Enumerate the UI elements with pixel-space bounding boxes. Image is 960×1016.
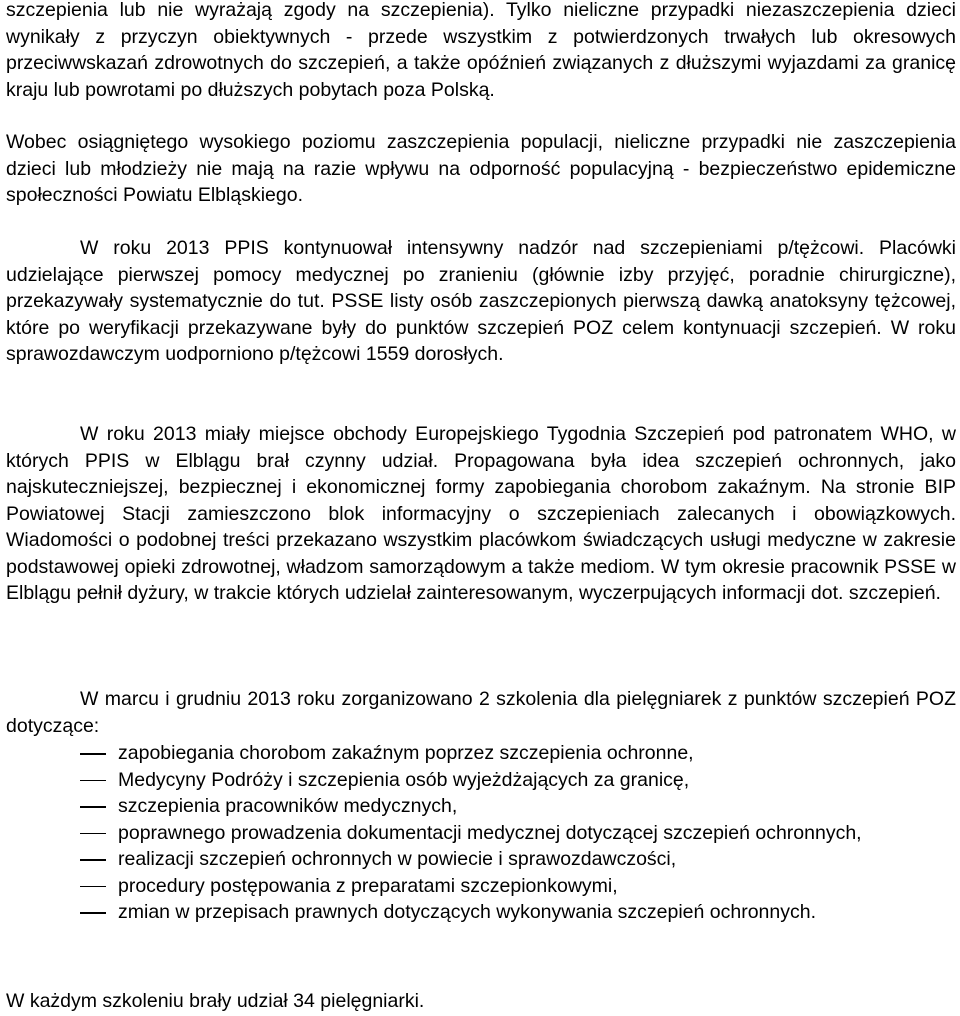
list-item-text: zmian w przepisach prawnych dotyczących wykonywania szczepień ochronnych. (118, 901, 816, 923)
paragraph-population-immunity: Wobec osiągniętego wysokiego poziomu zaszczepienia populacji, nieliczne przypadki nie zaszczepienia dzieci lub młodzieży nie mają na razie wpływu na odporność populacyjną - bezpieczeństwo epidemiczne społeczności Powiatu Elbląskiego. (6, 131, 956, 206)
training-topics-list (0, 740, 956, 926)
dash-bullet-icon (80, 753, 106, 755)
paragraph-vaccination-refusal: szczepienia lub nie wyrażają zgody na szczepienia). Tylko nieliczne przypadki niezaszczepienia dzieci wynikały z przyczyn obiektywnych - przede wszystkim z potwierdzonych trwałych lub okresowych przeciwwskazań zdrowotnych do szczepień, a także opóźnień związanych z dłuższymi wyjazdami za granicę kraju lub powrotami po dłuższych pobytach poza Polską. (6, 0, 956, 101)
paragraph-tetanus-supervision: W roku 2013 PPIS kontynuował intensywny nadzór nad szczepieniami p/tężcowi. Placówki udzielające pierwszej pomocy medycznej po zranieniu (głównie izby przyjęć, poradnie chirurgiczne), przekazywały systematycznie do tut. PSSE listy osób zaszczepionych pierwszą dawką anatoksyny tężcowej, które po weryfikacji przekazywane były do punktów szczepień POZ celem kontynuacji szczepień. W roku sprawozdawczym uodporniono p/tężcowi 1559 dorosłych. (6, 237, 956, 365)
dash-bullet-icon (80, 886, 106, 888)
dash-bullet-icon (80, 833, 106, 835)
list-item (0, 899, 956, 926)
list-item-text: poprawnego prowadzenia dokumentacji medycznej dotyczącej szczepień ochronnych, (118, 821, 862, 844)
list-item-text: Medycyny Podróży i szczepienia osób wyjeżdżających za granicę, (118, 768, 690, 791)
list-item (0, 846, 956, 873)
paragraph-nurse-trainings: W marcu i grudniu 2013 roku zorganizowano 2 szkolenia dla pielęgniarek z punktów szczepień POZ dotyczące: (6, 688, 956, 737)
list-item (0, 767, 956, 794)
list-item-text: realizacji szczepień ochronnych w powiecie i sprawozdawczości, (118, 848, 677, 870)
dash-bullet-icon (80, 806, 106, 808)
paragraph-european-immunization-week: W roku 2013 miały miejsce obchody Europejskiego Tygodnia Szczepień pod patronatem WHO, w których PPIS w Elblągu brał czynny udział. Propagowana była idea szczepień ochronnych, jako najskuteczniejszej, bezpiecznej i ekonomicznej formy zapobiegania chorobom zakaźnym. Na stronie BIP Powiatowej Stacji zamieszczono blok informacyjny o szczepieniach zalecanych i obowiązkowych. Wiadomości o podobnej treści przekazano wszystkim placówkom świadczących usługi medyczne w zakresie podstawowej opieki zdrowotnej, władzom samorządowym a także mediom. W tym okresie pracownik PSSE w Elblągu pełnił dyżury, w trakcie których udzielał zainteresowanym, wyczerpujących informacji dot. szczepień. (6, 423, 956, 604)
dash-bullet-icon (80, 859, 106, 861)
dash-bullet-icon (80, 780, 106, 782)
list-item-text: szczepienia pracowników medycznych, (118, 795, 458, 817)
list-item (0, 740, 956, 767)
list-item (0, 820, 956, 847)
list-item (0, 793, 956, 820)
list-item-text: procedury postępowania z preparatami szczepionkowymi, (118, 874, 618, 897)
paragraph-participants-count: W każdym szkoleniu brały udział 34 pielęgniarki. (6, 990, 425, 1012)
list-item (0, 873, 956, 900)
list-item-text: zapobiegania chorobom zakaźnym poprzez szczepienia ochronne, (118, 742, 694, 764)
dash-bullet-icon (80, 912, 106, 914)
